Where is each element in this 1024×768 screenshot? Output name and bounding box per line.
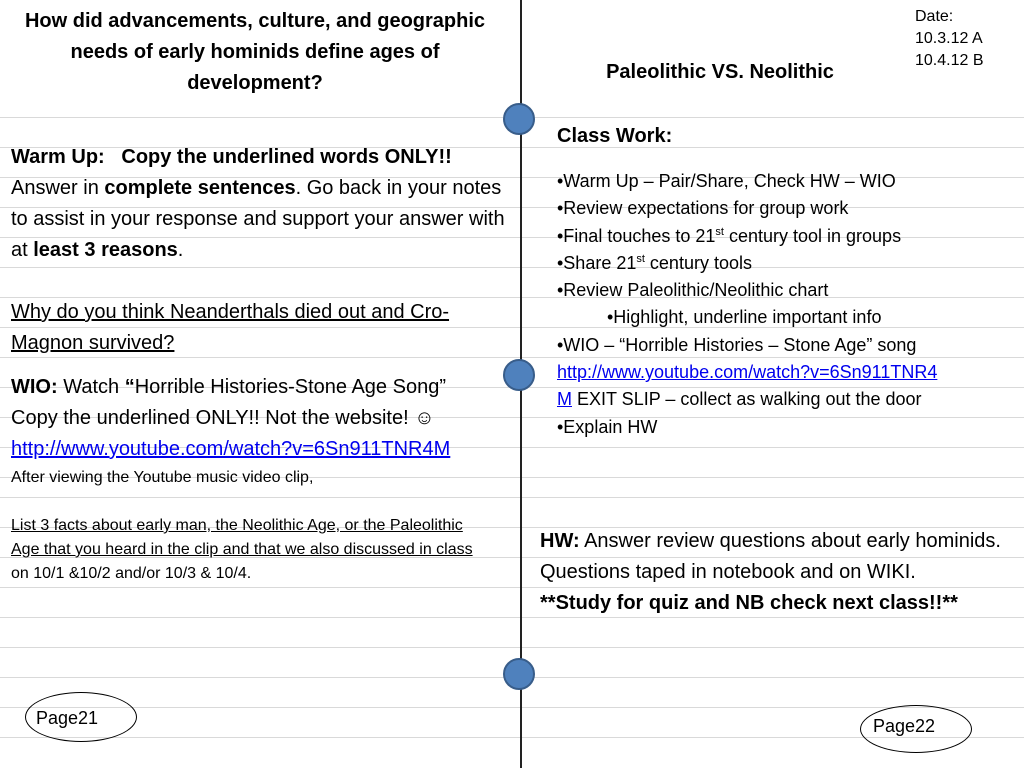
wio-text: Horrible Histories-Stone Age Song” Copy the underlined ONLY!! Not the website!: [11, 376, 446, 429]
binder-ring: [503, 658, 535, 690]
topic-title: Paleolithic VS. Neolithic: [606, 61, 834, 83]
hw-label: HW:: [540, 530, 580, 552]
warmup-text: . Go back in your notes to assist in your response and support your answer with at: [11, 177, 505, 261]
warmup-text: Answer in: [11, 177, 105, 199]
list-item: •Explain HW: [557, 416, 658, 437]
notebook-line: [0, 707, 1024, 708]
notebook-line: [0, 647, 1024, 648]
warmup-section: [11, 142, 516, 359]
youtube-link-end[interactable]: M: [557, 389, 572, 410]
list-item: •Share 21st century tools: [557, 252, 752, 273]
wio-text: Watch: [57, 376, 125, 398]
binder-ring: [503, 103, 535, 135]
warmup-label: Warm Up:: [11, 146, 105, 168]
youtube-link[interactable]: http://www.youtube.com/watch?v=6Sn911TNR4M: [11, 438, 451, 460]
page-number-right: Page22: [873, 716, 936, 736]
list-subitem: •Highlight, underline important info: [607, 307, 882, 328]
wio-after-text: After viewing the Youtube music video clip,: [11, 469, 314, 486]
wio-section: [11, 372, 486, 586]
classwork-list: [557, 168, 1017, 441]
wio-quote: “: [124, 376, 135, 398]
date-label: Date:: [915, 8, 954, 25]
list-item: •Review Paleolithic/Neolithic chart: [557, 280, 829, 301]
wio-list-dates: on 10/1 &10/2 and/or 10/3 & 10/4.: [11, 565, 252, 582]
list-item: •WIO – “Horrible Histories – Stone Age” song: [557, 334, 917, 355]
list-item: •Review expectations for group work: [557, 198, 849, 219]
warmup-instruction: Copy the underlined words ONLY!!: [121, 146, 452, 168]
homework-section: [540, 526, 1020, 619]
binder-ring: [503, 359, 535, 391]
study-reminder: **Study for quiz and NB check next class!!**: [540, 592, 958, 614]
date-line: 10.4.12 B: [915, 52, 984, 69]
essential-question: How did advancements, culture, and geographic needs of early hominids define ages of development?: [24, 10, 486, 94]
smiley-icon: ☺: [414, 407, 435, 429]
exit-slip-text: EXIT SLIP – collect as walking out the door: [572, 389, 922, 410]
list-item: •Warm Up – Pair/Share, Check HW – WIO: [557, 171, 896, 191]
warmup-text: .: [177, 239, 184, 261]
wio-label: WIO:: [11, 376, 58, 398]
wio-list-prompt: List 3 facts about early man, the Neolithic Age, or the Paleolithic Age that you heard in the clip and that we also discussed in class: [11, 517, 473, 558]
warmup-question: Why do you think Neanderthals died out and Cro-Magnon survived?: [11, 301, 450, 354]
date-line: 10.3.12 A: [915, 30, 983, 47]
list-item: •Final touches to 21st century tool in groups: [557, 225, 902, 246]
warmup-emphasis: least 3 reasons: [33, 239, 178, 261]
warmup-emphasis: complete sentences: [104, 177, 296, 199]
date-block: [915, 6, 984, 72]
youtube-link[interactable]: http://www.youtube.com/watch?v=6Sn911TNR4: [557, 362, 938, 383]
classwork-heading: Class Work:: [557, 125, 673, 147]
page-number-left: Page21: [36, 708, 99, 728]
hw-text: Answer review questions about early hominids. Questions taped in notebook and on WIKI.: [540, 530, 1001, 583]
